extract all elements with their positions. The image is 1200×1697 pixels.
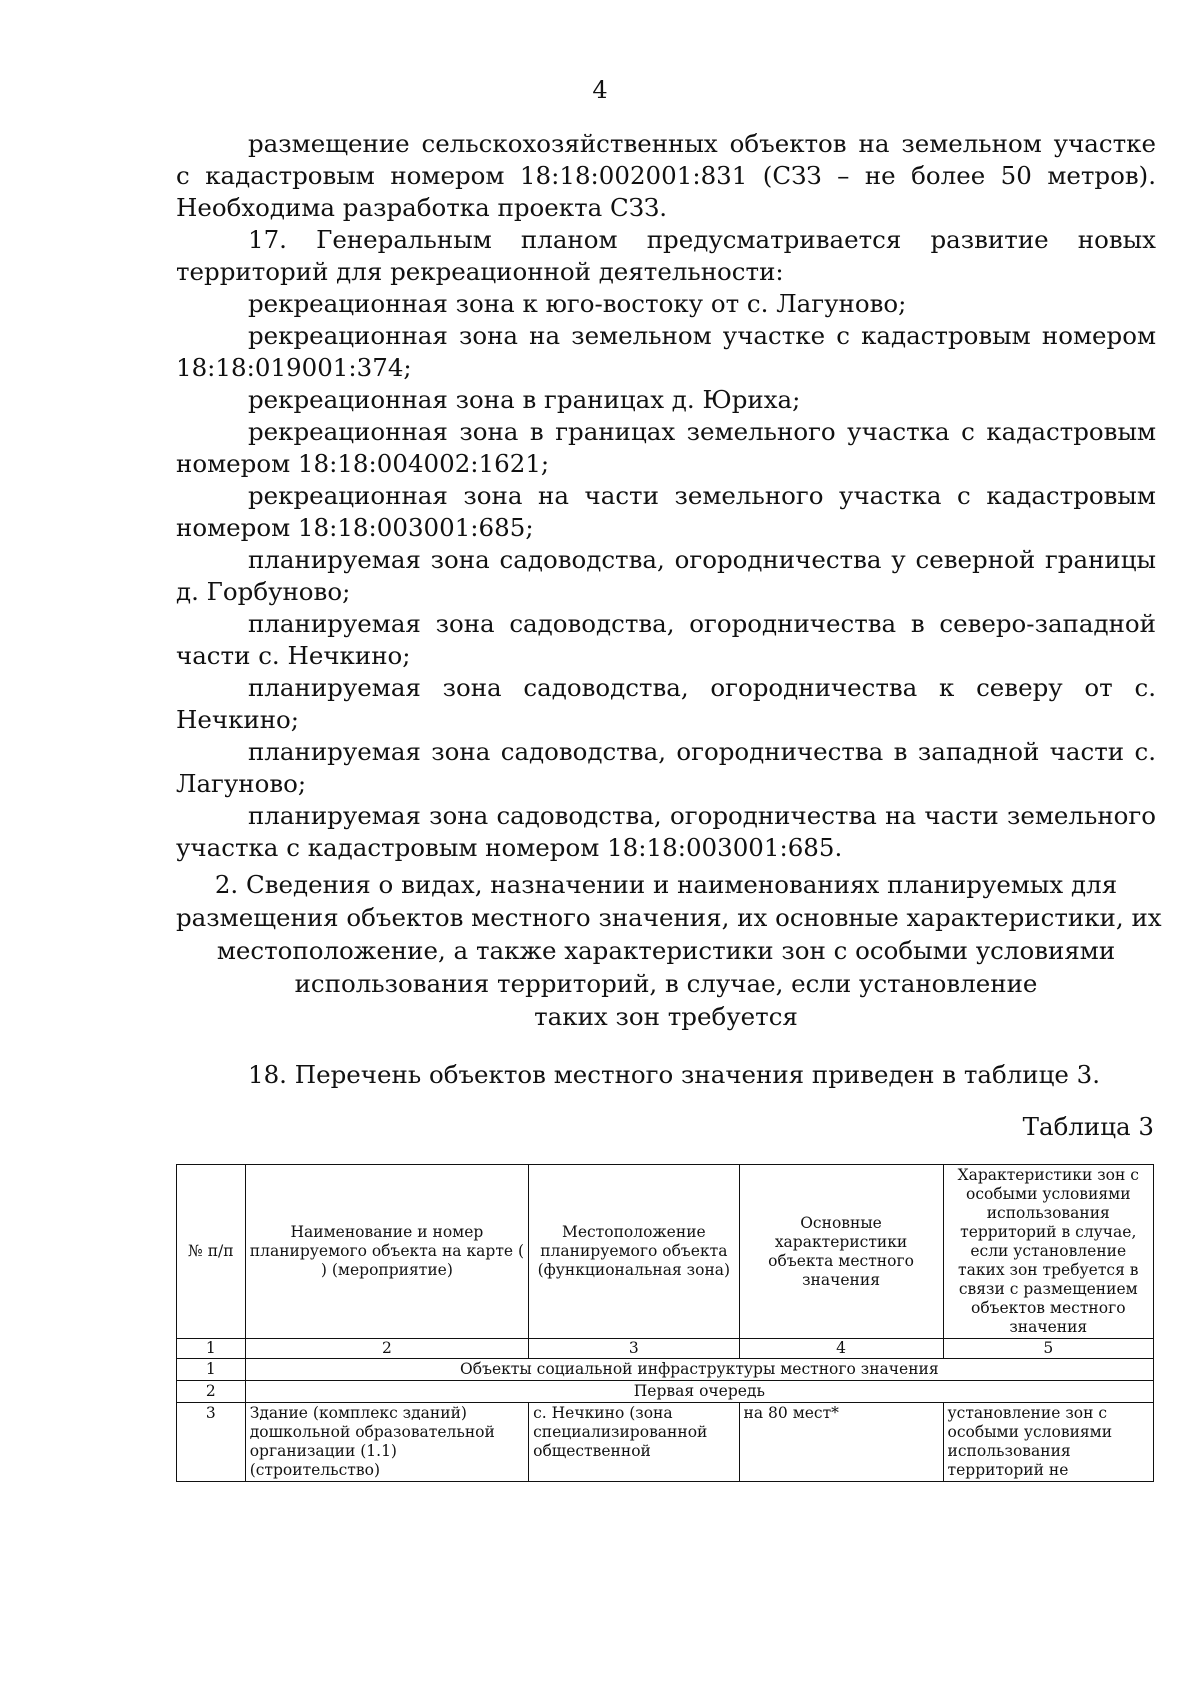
object-characteristics: на 80 мест* (739, 1403, 943, 1482)
list-item: планируемая зона садоводства, огородничества у северной границы д. Горбуново; (176, 545, 1156, 606)
list-item: планируемая зона садоводства, огородничества на части земельного участка с кадастровым номером 18:18:003001:685. (176, 801, 1156, 862)
table-row (177, 1403, 1154, 1482)
header-zones: Характеристики зон с особыми условиями использования территорий в случае, если установление таких зон требуется в связи с размещением объектов местного значения (943, 1165, 1153, 1339)
column-number-row (177, 1339, 1154, 1359)
list-item: рекреационная зона к юго-востоку от с. Лагуново; (248, 289, 907, 318)
column-number: 5 (943, 1339, 1153, 1359)
object-name: Здание (комплекс зданий) дошкольной образовательной организации (1.1) (строительство) (245, 1403, 528, 1482)
heading-line: 2. Сведения о видах, назначении и наименованиях планируемых для (214, 870, 1118, 899)
paragraph: размещение сельскохозяйственных объектов на земельном участке с кадастровым номером 18:18:002001:831 (СЗЗ – не более 50 метров). Необходима разработка проекта СЗЗ. (176, 129, 1156, 222)
group-title: Объекты социальной инфраструктуры местного значения (245, 1359, 1153, 1381)
heading-line: размещения объектов местного значения, их основные характеристики, их (176, 903, 1162, 932)
body-text (176, 128, 1156, 864)
queue-title: Первая очередь (245, 1381, 1153, 1403)
object-location: с. Нечкино (зона специализированной общественной (529, 1403, 739, 1482)
row-num: 2 (177, 1381, 246, 1403)
heading-line: использования территорий, в случае, если установление (294, 969, 1038, 998)
column-number: 4 (739, 1339, 943, 1359)
header-location: Местоположение планируемого объекта (функциональная зона) (529, 1165, 739, 1339)
list-item: планируемая зона садоводства, огородничества в западной части с. Лагуново; (176, 737, 1156, 798)
objects-table (176, 1164, 1154, 1482)
row-num: 1 (177, 1359, 246, 1381)
heading-line: местоположение, а также характеристики зон с особыми условиями (216, 936, 1116, 965)
column-number: 1 (177, 1339, 246, 1359)
page-number: 4 (592, 76, 608, 104)
list-item: рекреационная зона на земельном участке с кадастровым номером 18:18:019001:374; (176, 321, 1156, 382)
section-heading (176, 868, 1162, 1033)
object-zones: установление зон с особыми условиями использования территорий не (943, 1403, 1153, 1482)
list-item: рекреационная зона на части земельного участка с кадастровым номером 18:18:003001:685; (176, 481, 1156, 542)
header-num: № п/п (177, 1165, 246, 1339)
header-name: Наименование и номер планируемого объекта на карте ( ) (мероприятие) (245, 1165, 528, 1339)
list-item: рекреационная зона в границах земельного участка с кадастровым номером 18:18:004002:1621; (176, 417, 1156, 478)
table-header-row (177, 1165, 1154, 1339)
paragraph-18: 18. Перечень объектов местного значения приведен в таблице 3. (248, 1060, 1101, 1089)
paragraph-17: 17. Генеральным планом предусматривается развитие новых территорий для рекреационной деятельности: (176, 225, 1156, 286)
header-characteristics: Основные характеристики объекта местного значения (739, 1165, 943, 1339)
list-item: планируемая зона садоводства, огородничества к северу от с. Нечкино; (176, 673, 1156, 734)
table-row (177, 1359, 1154, 1381)
list-item: планируемая зона садоводства, огородничества в северо-западной части с. Нечкино; (176, 609, 1156, 670)
column-number: 3 (529, 1339, 739, 1359)
table-caption: Таблица 3 (1022, 1112, 1154, 1141)
table-row (177, 1381, 1154, 1403)
list-item: рекреационная зона в границах д. Юриха; (248, 385, 801, 414)
column-number: 2 (245, 1339, 528, 1359)
row-num: 3 (177, 1403, 246, 1482)
heading-line: таких зон требуется (534, 1002, 798, 1031)
